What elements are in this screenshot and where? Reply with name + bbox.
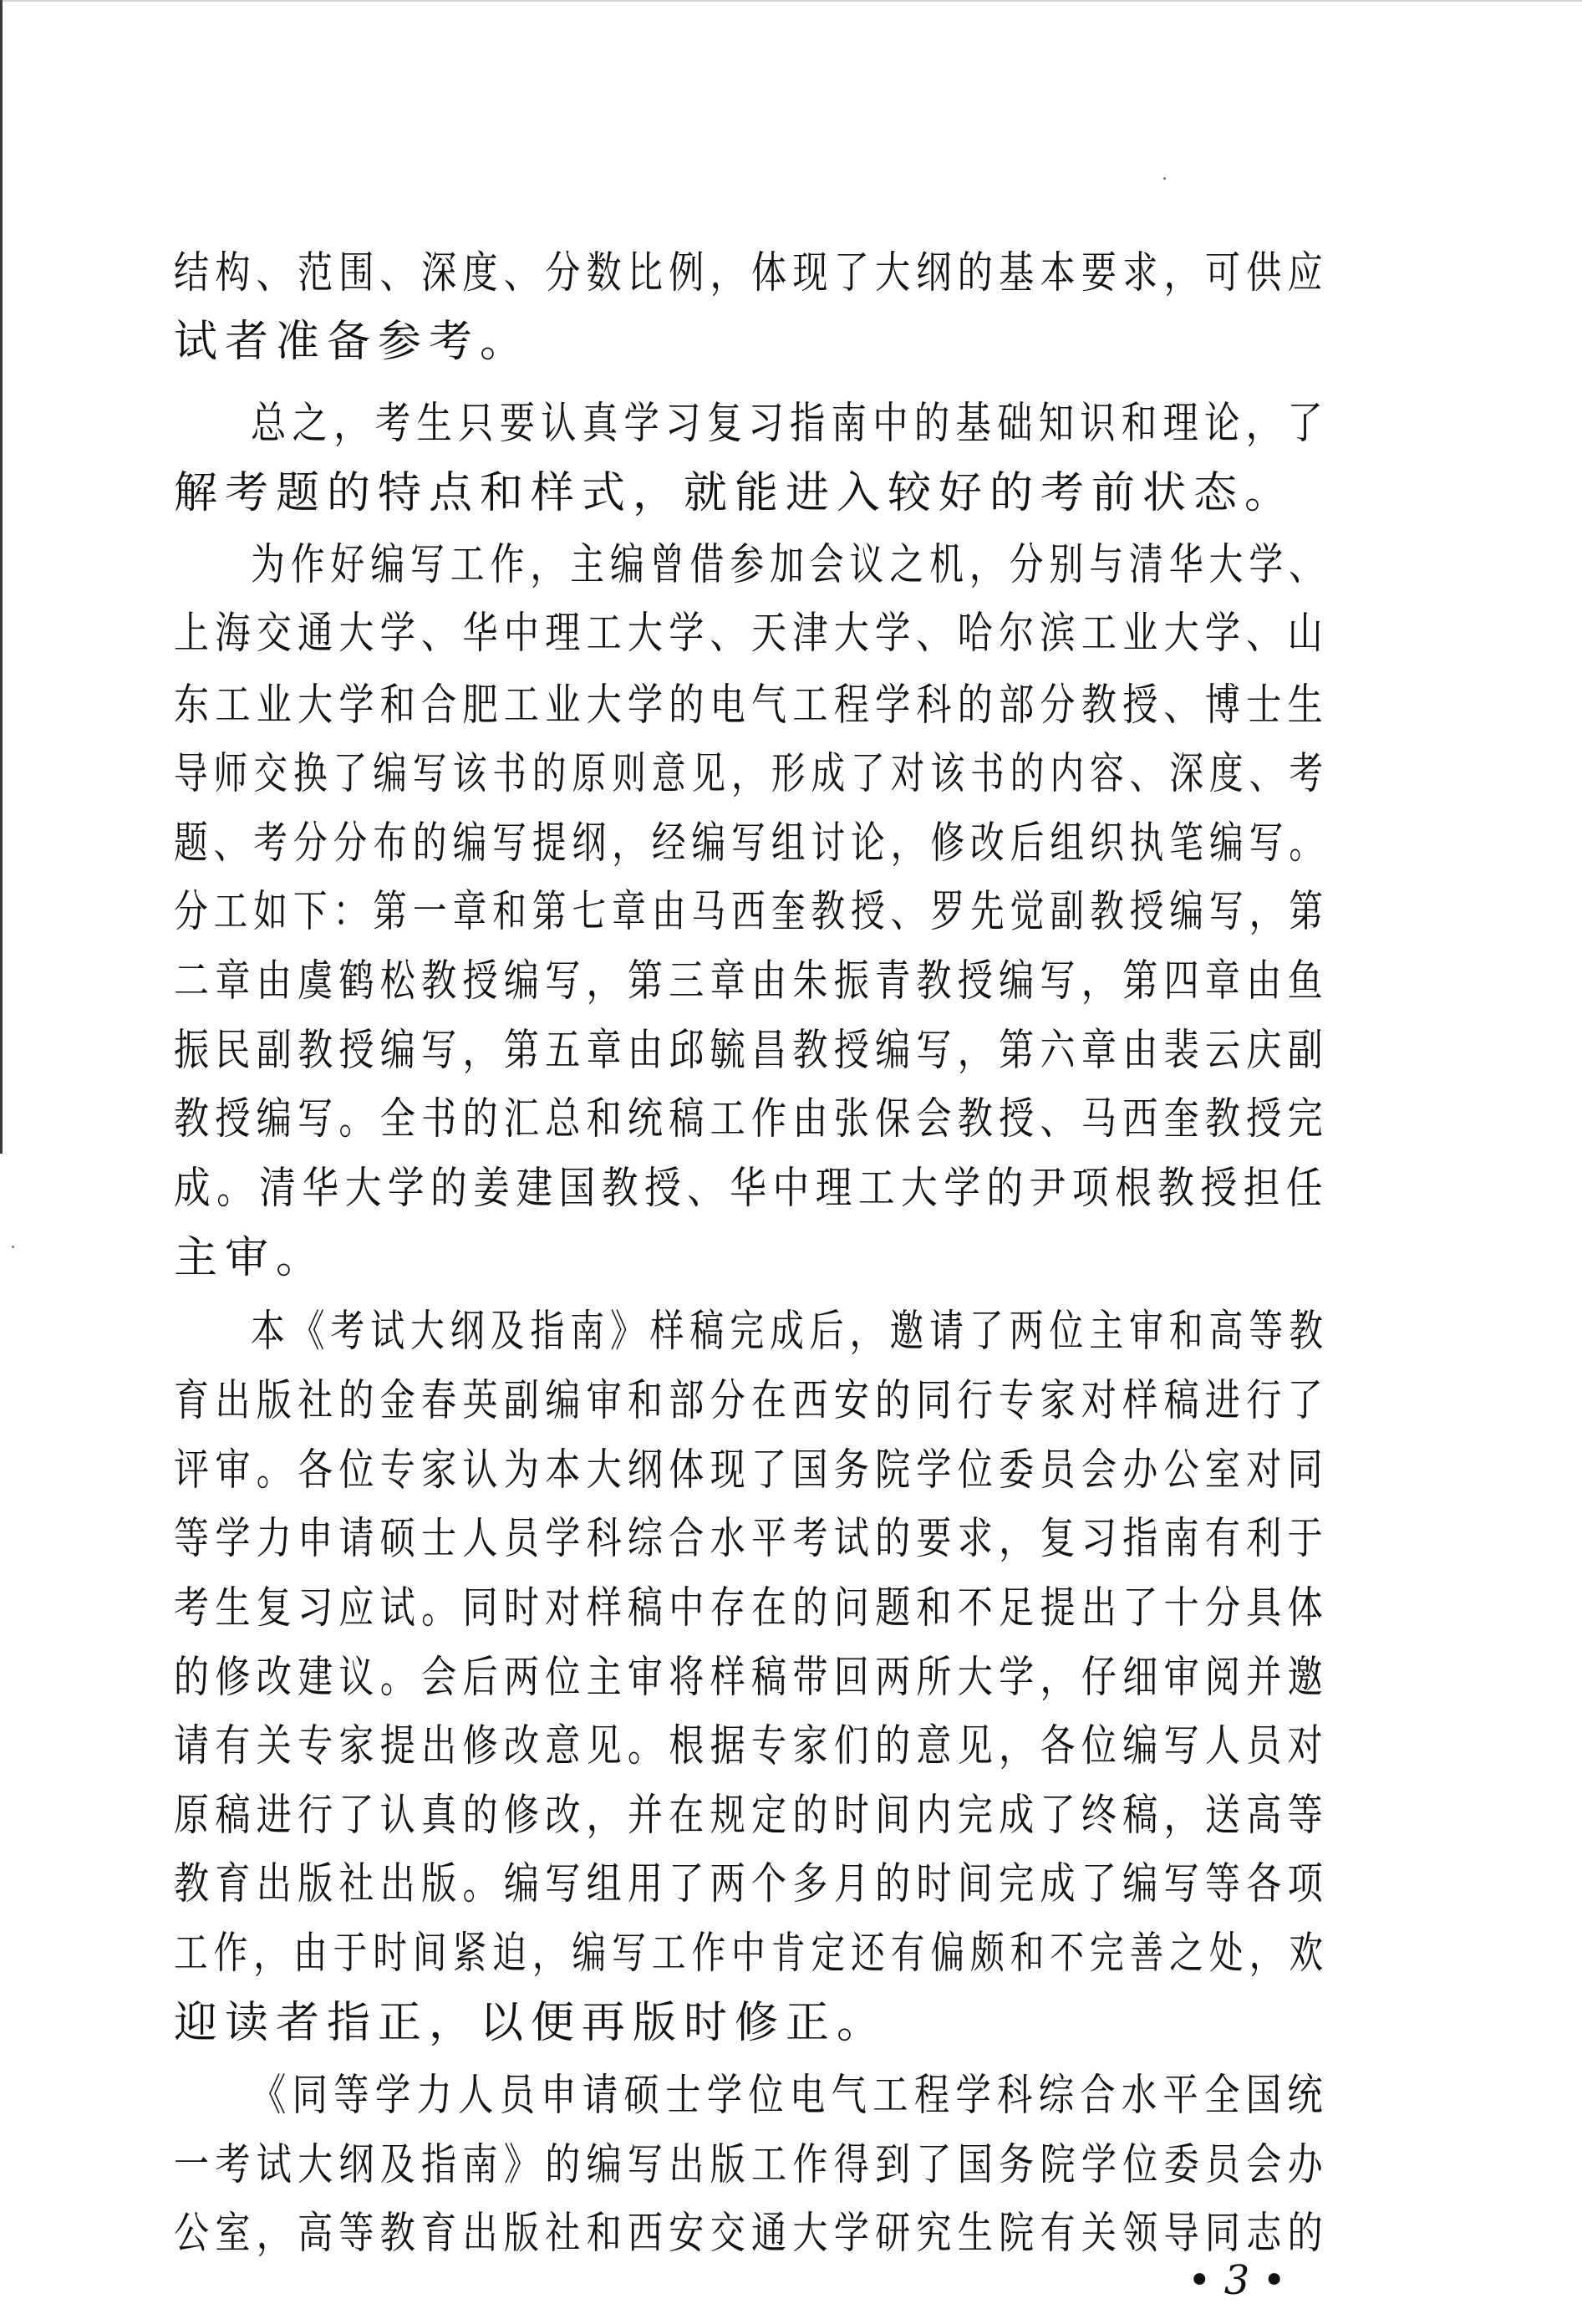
text-line-content: 公室，高等教育出版社和西安交通大学研究生院有关领导同志的 (174, 2209, 1330, 2259)
text-line-content: 请有关专家提出修改意见。根据专家们的意见，各位编写人员对 (174, 1721, 1330, 1771)
text-line (0, 1361, 1582, 1441)
text-line (0, 1706, 1582, 1786)
text-line (0, 734, 1582, 814)
text-line (0, 1149, 1582, 1229)
text-line-content: 导师交换了编写该书的原则意见，形成了对该书的内容、深度、考 (174, 749, 1330, 799)
text-line-content: 一考试大纲及指南》的编写出版工作得到了国务院学位委员会办 (174, 2140, 1330, 2190)
text-line (0, 302, 1582, 382)
text-line (0, 1292, 1582, 1372)
text-line (0, 872, 1582, 952)
text-line-content: 试者准备参考。 (174, 317, 532, 367)
text-line (0, 594, 1582, 674)
text-line-content: 原稿进行了认真的修改，并在规定的时间内完成了终稿，送高等 (174, 1791, 1330, 1841)
text-line (0, 941, 1582, 1022)
text-line-content: 的修改建议。会后两位主审将样稿带回两所大学，仔细审阅并邀 (174, 1653, 1330, 1703)
text-line (0, 384, 1582, 464)
text-line-content: 成。清华大学的姜建国教授、华中理工大学的尹项根教授担任 (174, 1164, 1330, 1214)
text-line (0, 2194, 1582, 2274)
text-line-content: 工作，由于时间紧迫，编写工作中肯定还有偏颇和不完善之处，欢 (174, 1929, 1330, 1979)
text-line-content: 考生复习应试。同时对样稿中存在的问题和不足提出了十分具体 (174, 1583, 1330, 1633)
text-line-content: 教授编写。全书的汇总和统稿工作由张保会教授、马西奎教授完 (174, 1094, 1330, 1144)
text-line (0, 2056, 1582, 2136)
text-line-content: 解考题的特点和样式，就能进入较好的考前状态。 (174, 468, 1296, 518)
text-line-content: 教育出版社出版。编写组用了两个多月的时间完成了编写等各项 (174, 1859, 1330, 1909)
text-line-content: 等学力申请硕士人员学科综合水平考试的要求，复习指南有利于 (174, 1514, 1330, 1564)
text-line (0, 1079, 1582, 1159)
text-line (0, 1844, 1582, 1924)
text-line (0, 1983, 1582, 2063)
text-line (0, 1499, 1582, 1579)
text-line-content: 东工业大学和合肥工业大学的电气工程学科的部分教授、博士生 (174, 680, 1330, 731)
text-line-content: 本《考试大纲及指南》样稿完成后，邀请了两位主审和高等教 (251, 1307, 1330, 1357)
text-line-content: 《同等学力人员申请硕士学位电气工程学科综合水平全国统 (251, 2071, 1330, 2121)
text-line (0, 1568, 1582, 1649)
text-line-content: 总之，考生只要认真学习复习指南中的基础知识和理论，了 (251, 399, 1330, 449)
text-line-content: 题、考分分布的编写提纲，经编写组讨论，修改后组织执笔编写。 (174, 818, 1330, 869)
text-line-content: 为作好编写工作，主编曾借参加会议之机，分别与清华大学、 (251, 540, 1330, 590)
text-line-content: 评审。各位专家认为本大纲体现了国务院学位委员会办公室对同 (174, 1445, 1330, 1496)
scan-top-edge (0, 0, 1582, 2)
text-line-content: 二章由虞鹤松教授编写，第三章由朱振青教授编写，第四章由鱼 (174, 956, 1330, 1007)
text-line-content: 上海交通大学、华中理工大学、天津大学、哈尔滨工业大学、山 (174, 609, 1330, 659)
text-line-content: 结构、范围、深度、分数比例，体现了大纲的基本要求，可供应 (174, 248, 1330, 298)
text-line (0, 453, 1582, 533)
text-line (0, 1218, 1582, 1298)
text-line-content: 分工如下：第一章和第七章由马西奎教授、罗先觉副教授编写，第 (174, 887, 1330, 937)
text-line-content: 育出版社的金春英副编审和部分在西安的同行专家对样稿进行了 (174, 1376, 1330, 1426)
text-line (0, 1914, 1582, 1994)
text-line-content: 主审。 (174, 1233, 328, 1283)
text-line-content: 迎读者指正，以便再版时修正。 (174, 1998, 888, 2048)
text-line-content: 振民副教授编写，第五章由邱毓昌教授编写，第六章由裴云庆副 (174, 1026, 1330, 1076)
page-number: • 3 • (1188, 2257, 1286, 2304)
scan-speck (1163, 177, 1166, 180)
